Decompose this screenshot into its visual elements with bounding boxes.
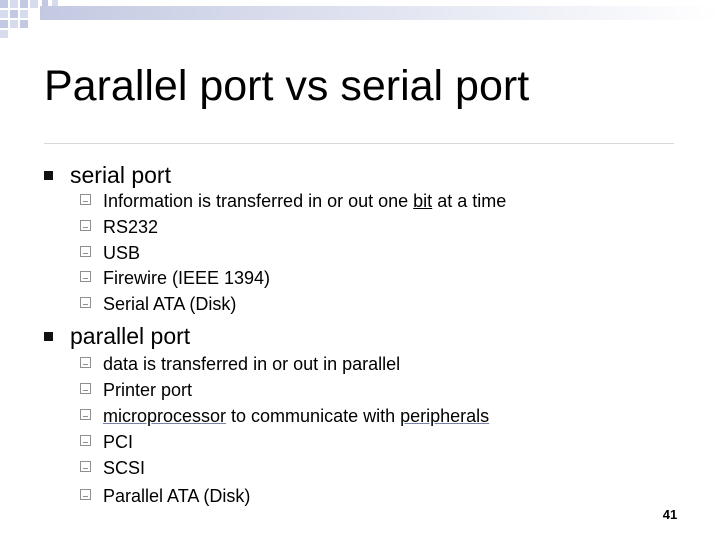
list-item-text: Firewire (IEEE 1394) <box>103 268 271 288</box>
list-item-text: Printer port <box>103 380 193 400</box>
list-item-text: Information is transferred in or out one bit at a time <box>103 191 507 211</box>
list-item-text: Parallel ATA (Disk) <box>103 486 251 506</box>
peripherals-link[interactable]: peripherals <box>400 406 490 426</box>
list-item-text: PCI <box>103 432 134 452</box>
square-bullet-icon <box>44 332 53 341</box>
list-item-text: Serial ATA (Disk) <box>103 294 237 314</box>
list-item-text: SCSI <box>103 458 146 478</box>
list-item-text: USB <box>103 243 141 263</box>
list-item-text: RS232 <box>103 217 159 237</box>
checkbox-bullet-icon <box>80 357 91 368</box>
checkbox-bullet-icon <box>80 409 91 420</box>
checkbox-bullet-icon <box>80 297 91 308</box>
title-divider <box>44 143 674 144</box>
checkbox-bullet-icon <box>80 271 91 282</box>
section-heading-parallel: parallel port <box>70 323 191 349</box>
checkbox-bullet-icon <box>80 489 91 500</box>
bit-link[interactable]: bit <box>413 191 433 211</box>
checkbox-bullet-icon <box>80 435 91 446</box>
list-item-text: microprocessor to communicate with peripherals <box>103 406 490 426</box>
slide-title: Parallel port vs serial port <box>44 62 530 110</box>
checkbox-bullet-icon <box>80 383 91 394</box>
checkbox-bullet-icon <box>80 194 91 205</box>
microprocessor-link[interactable]: microprocessor <box>103 406 227 426</box>
checkbox-bullet-icon <box>80 461 91 472</box>
square-bullet-icon <box>44 171 53 180</box>
section-heading-serial: serial port <box>70 162 171 188</box>
decorative-header-squares <box>0 0 720 40</box>
page-number: 41 <box>662 507 678 522</box>
list-item-text: data is transferred in or out in parallel <box>103 354 401 374</box>
checkbox-bullet-icon <box>80 220 91 231</box>
checkbox-bullet-icon <box>80 246 91 257</box>
